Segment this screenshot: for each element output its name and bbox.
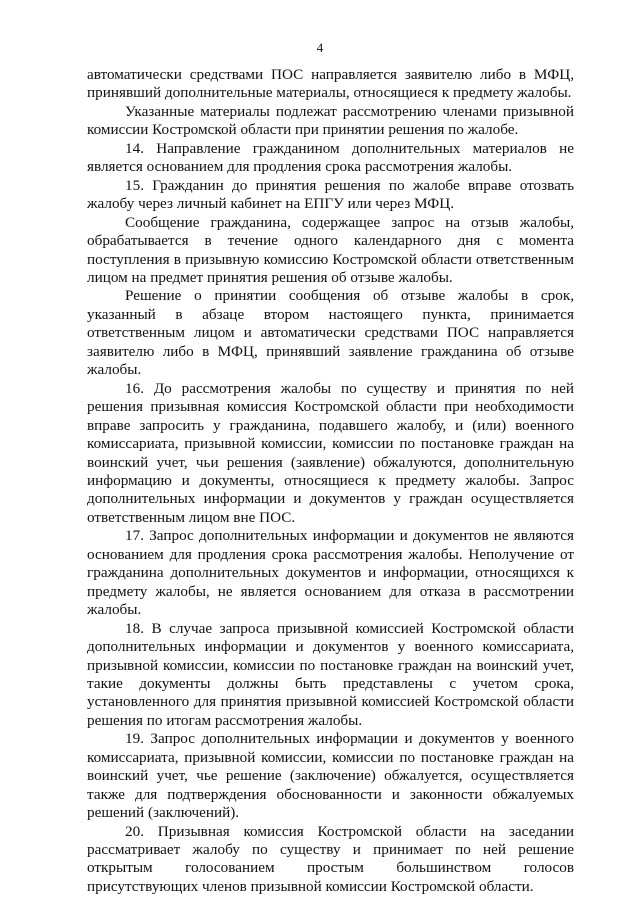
document-body xyxy=(87,66,574,896)
paragraph-item-15: 15. Гражданин до принятия решения по жалобе вправе отозвать жалобу через личный кабинет на ЕПГУ или через МФЦ. xyxy=(87,176,574,213)
paragraph: Решение о принятии сообщения об отзыве жалобы в срок, указанный в абзаце втором настоящего пункта, принимается ответственным лицом и автоматически средствами ПОС направляется заявителю либо в МФЦ, принявший заявление гражданина об отзыве жалобы. xyxy=(87,287,574,379)
paragraph: Указанные материалы подлежат рассмотрению членами призывной комиссии Костромской области при принятии решения по жалобе. xyxy=(87,102,574,139)
paragraph-item-16: 16. До рассмотрения жалобы по существу и принятия по ней решения призывная комиссия Костромской области при необходимости вправе запросить у гражданина, подавшего жалобу, и (или) военного комиссариата, призывной комиссии, комиссии по постановке граждан на воинский учет, чьи решения (заявление) обжалуются, дополнительную информацию и документы, относящиеся к предмету жалобы. Запрос дополнительных информации и документов у граждан осуществляется ответственным лицом вне ПОС. xyxy=(87,379,574,526)
paragraph: Сообщение гражданина, содержащее запрос на отзыв жалобы, обрабатывается в течение одного календарного дня с момента поступления в призывную комиссию Костромской области ответственным лицом на предмет принятия решения об отзыве жалобы. xyxy=(87,213,574,286)
page-number: 4 xyxy=(316,40,324,55)
paragraph-item-17: 17. Запрос дополнительных информации и документов не являются основанием для продления срока рассмотрения жалобы. Неполучение от гражданина дополнительных документов и информации, относящихся к предмету жалобы, не является основанием для отказа в рассмотрении жалобы. xyxy=(87,527,574,619)
paragraph-item-19: 19. Запрос дополнительных информации и документов у военного комиссариата, призывной комиссии, комиссии по постановке граждан на воинский учет, чье решение (заключение) обжалуется, осуществляется также для подтверждения обоснованности и законности обжалуемых решений (заключений). xyxy=(87,730,574,822)
paragraph-item-18: 18. В случае запроса призывной комиссией Костромской области дополнительных информации и документов у военного комиссариата, призывной комиссии, комиссии по постановке граждан на воинский учет, такие документы должны быть представлены с учетом срока, установленного для принятия призывной комиссией Костромской области решения по итогам рассмотрения жалобы. xyxy=(87,619,574,729)
paragraph-item-14: 14. Направление гражданином дополнительных материалов не является основанием для продления срока рассмотрения жалобы. xyxy=(87,139,574,176)
paragraph-item-20: 20. Призывная комиссия Костромской области на заседании рассматривает жалобу по существу и принимает по ней решение открытым голосованием простым большинством голосов присутствующих членов призывной комиссии Костромской области. xyxy=(87,822,574,895)
paragraph-continuation: автоматически средствами ПОС направляется заявителю либо в МФЦ, принявший дополнительные материалы, относящиеся к предмету жалобы. xyxy=(87,66,574,102)
